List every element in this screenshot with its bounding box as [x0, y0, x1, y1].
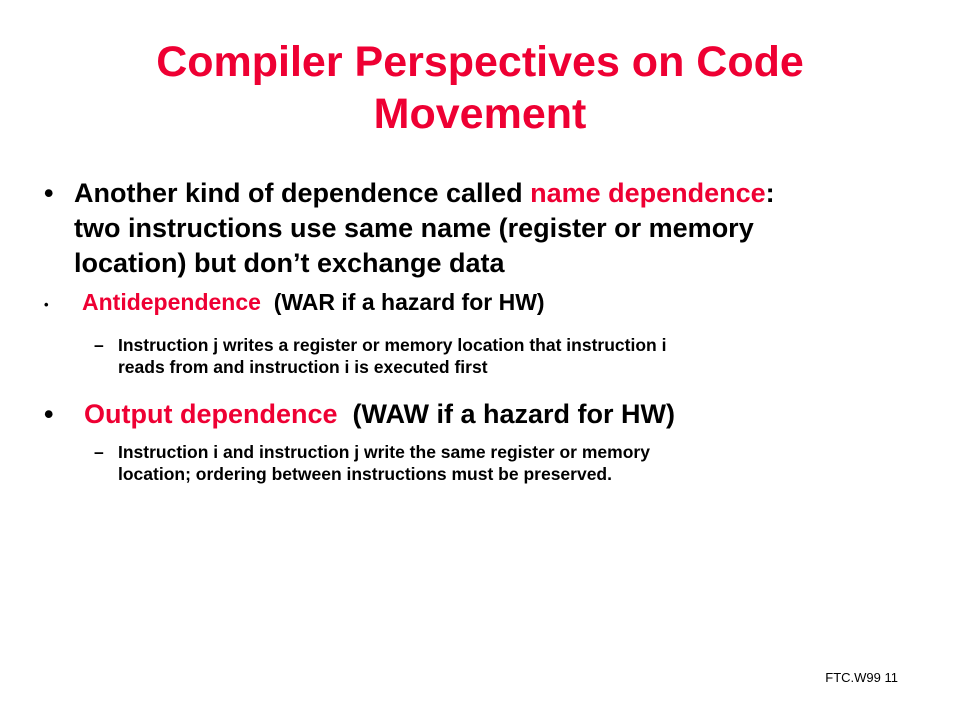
- bullet-dot: •: [44, 297, 49, 312]
- bullet-output-dependence: [44, 397, 894, 432]
- bullet1-text: Another kind of dependence called: [74, 178, 531, 208]
- bullet1-line2: two instructions use same name (register or memory: [74, 213, 754, 243]
- antidependence-detail-line2: reads from and instruction i is executed first: [118, 357, 488, 377]
- bullet1-line1: [74, 176, 894, 211]
- antidependence-detail-line1: Instruction j writes a register or memory location that instruction i: [118, 335, 667, 355]
- antidependence-detail: [94, 334, 878, 378]
- bullet-dot: •: [44, 399, 54, 429]
- antidependence-term: Antidependence: [82, 289, 261, 315]
- slide-footer: FTC.W99 11: [825, 670, 898, 685]
- output-dependence-note: (WAW if a hazard for HW): [337, 399, 676, 429]
- bullet-name-dependence: [44, 176, 894, 281]
- output-dependence-detail-line2: location; ordering between instructions must be preserved.: [118, 464, 612, 484]
- output-dependence-detail: [94, 441, 878, 485]
- name-dependence-term: name dependence: [530, 178, 766, 208]
- dash: –: [94, 335, 104, 355]
- output-dependence-term: Output dependence: [84, 399, 338, 429]
- bullet-antidependence: [44, 287, 902, 317]
- bullet1-colon: :: [765, 178, 775, 208]
- slide-title: [60, 36, 900, 140]
- dash: –: [94, 442, 104, 462]
- bullet1-line3: location) but don’t exchange data: [74, 248, 505, 278]
- title-line-2: Movement: [373, 90, 587, 138]
- title-line-1: Compiler Perspectives on Code: [156, 38, 804, 86]
- antidependence-note: (WAR if a hazard for HW): [260, 289, 545, 315]
- bullet-dot: •: [44, 178, 54, 208]
- output-dependence-detail-line1: Instruction i and instruction j write the same register or memory: [118, 442, 650, 462]
